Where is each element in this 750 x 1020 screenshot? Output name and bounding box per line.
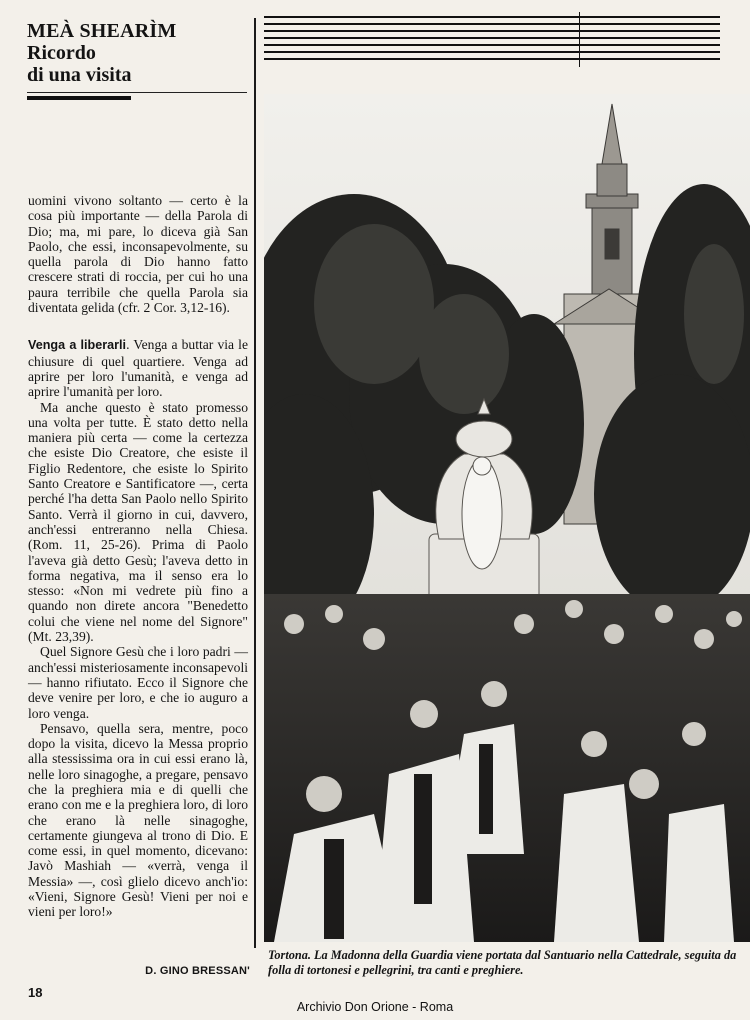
header-rule-accent [27, 96, 131, 100]
header-rule [27, 92, 247, 93]
paragraph-2-lead: Venga a liberarli [28, 338, 127, 353]
paragraph-5: Pensavo, quella sera, mentre, poco dopo la visita, dicevo la Messa proprio alla stessissima ora in cui essi erano là, nelle loro sinagoghe, a pregare, pensavo che la preghiera mia e di quelli che erano con me e la preghiera loro, di loro che erano là nelle sinagoghe, certamente giungeva al trono di Dio. E come essi, in quel momento, dicevano: Javò Mashiah — «verrà, venga il Messia» —, così glielo dicevo anch'io: «Vieni, Signore Gesù! Vieni per noi e vieni per loro!» [28, 720, 248, 920]
article-subtitle-line-2: di una visita [27, 64, 132, 86]
article-column [28, 193, 248, 920]
paragraph-2-text: . Venga a buttar via le chiusure di quel quartiere. Venga ad aprire per loro l'umanità, e venga ad aprire l'umanità per loro. [28, 337, 248, 400]
author-signature: D. GINO BRESSAN' [145, 965, 250, 977]
archive-footer: Archivio Don Orione - Roma [296, 1000, 454, 1014]
stripes-divider [579, 12, 580, 67]
paragraph-2 [28, 337, 248, 399]
procession-photo [264, 94, 750, 942]
paragraph-3: Ma anche questo è stato promesso una volta per tutte. È stato detto nella maniera più certa — come la certezza che esiste Dio Creatore, che esiste il Figlio Redentore, che esiste lo Spirito Santo Creatore e Santificatore —, certa perché l'ha detta San Paolo nello Spirito Santo. Verrà il giorno in cui, davvero, anch'essi entreranno nella Chiesa. (Rom. 11, 25-26). Prima di Paolo l'aveva già detto Gesù; l'aveva detto in forma negativa, ma il senso era lo stesso: «Non mi vedrete più fino a quando non direte ancora "Benedetto colui che viene nel nome del Signore" (Mt. 23,39). [28, 399, 248, 645]
procession-photo-illustration [264, 94, 750, 942]
article-title: MEÀ SHEARÌM [27, 20, 177, 42]
paragraph-1: uomini vivono soltanto — certo è la cosa più importante — della Parola di Dio; ma, mi pare, lo diceva già San Paolo, che essi, inconsapevolmente, su quella parola di Dio hanno fatto crescere strati di roccia, per cui ho una paura terribile che quella Parola sia diventata gelida (cfr. 2 Cor. 3,12-16). [28, 193, 248, 316]
page-number: 18 [28, 985, 43, 1000]
paragraph-4: Quel Signore Gesù che i loro padri — anch'essi misteriosamente inconsapevoli — hanno rifiutato. Ecco il Signore che deve venire per loro, e che io auguro a loro venga. [28, 644, 248, 721]
decorative-stripes [264, 16, 720, 64]
column-divider [254, 18, 256, 948]
article-header [27, 20, 249, 86]
photo-caption: Tortona. La Madonna della Guardia viene portata dal Santuario nella Cattedrale, seguita da folla di tortonesi e pellegrini, tra canti e preghiere. [268, 948, 737, 977]
article-subtitle-line-1: Ricordo [27, 42, 96, 64]
